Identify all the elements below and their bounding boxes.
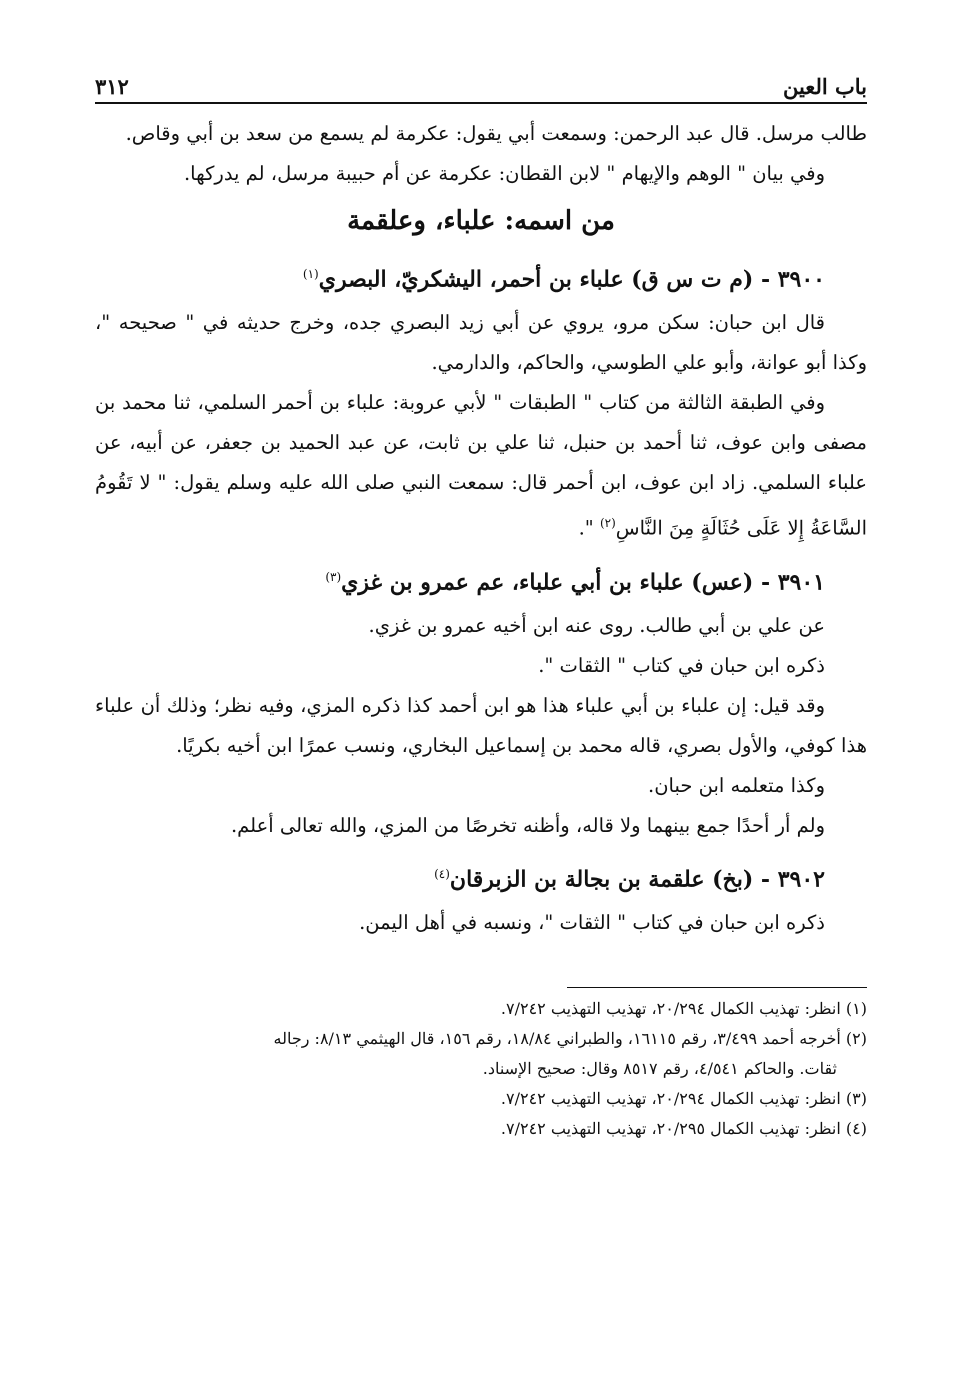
- page-number: ٣١٢: [95, 74, 129, 99]
- footnote-marker: (٤): [434, 867, 450, 882]
- entry-title: ٣٩٠٠ - (م ت س ق) علباء بن أحمر، اليشكريّ، البصري: [318, 266, 825, 293]
- paragraph-text-end: ".: [578, 516, 600, 540]
- paragraph: [95, 383, 867, 549]
- paragraph: وفي بيان " الوهم والإيهام " لابن القطان: عكرمة عن أم حبيبة مرسل، لم يدركها.: [183, 162, 825, 185]
- footnotes: [95, 994, 867, 1144]
- paragraph: ذكره ابن حبان في كتاب " الثقات "، ونسبه في أهل اليمن.: [359, 911, 825, 935]
- entry-heading-3900: [95, 250, 867, 303]
- book-page: [95, 62, 867, 1144]
- running-header: [95, 62, 867, 104]
- chapter-title: باب العين: [782, 74, 867, 99]
- main-text: [95, 114, 867, 943]
- paragraph-text: وفي الطبقة الثالثة من كتاب " الطبقات " لأبي عروبة: علباء بن أحمر السلمي، ثنا محمد بن مصفى وابن عوف، ثنا أحمد بن حنبل، ثنا علي بن ثابت، عن عبد الحميد بن جعفر، عن أبيه، عن علباء السلمي. زاد ابن عوف، ابن أحمر قال: سمعت النبي صلى الله عليه وسلم يقول: " لا تَقُومُ السَّاعَةُ إِلا عَلَى حُثَالَةٍ مِنَ النَّاسِ: [95, 391, 867, 540]
- paragraph: قال ابن حبان: سكن مرو، يروي عن أبي زيد البصري جده، وخرج حديثه في " صحيحه "، وكذا أبو عوانة، وأبو علي الطوسي، والحاكم، والدارمي.: [95, 311, 867, 375]
- entry-title: ٣٩٠١ - (عس) علباء بن أبي علباء، عم عمرو بن غزي: [341, 569, 825, 596]
- footnote-marker: (٢): [599, 516, 616, 531]
- paragraph: عن علي بن أبي طالب. روى عنه ابن أخيه عمرو بن غزي.: [368, 614, 825, 638]
- footnote-3: (٣) انظر: تهذيب الكمال ٢٠/٢٩٤، تهذيب التهذيب ٧/٢٤٢.: [500, 1089, 867, 1109]
- entry-heading-3901: [95, 553, 867, 606]
- footnote-2-continuation: ثقات. والحاكم ٤/٥٤١، رقم ٨٥١٧ وقال: صحيح الإسناد.: [482, 1059, 837, 1079]
- footnote-marker: (١): [302, 267, 319, 281]
- footnote-1: (١) انظر: تهذيب الكمال ٢٠/٢٩٤، تهذيب التهذيب ٧/٢٤٢.: [500, 999, 867, 1019]
- paragraph: ذكره ابن حبان في كتاب " الثقات ".: [538, 654, 825, 678]
- paragraph: طالب مرسل. قال عبد الرحمن: وسمعت أبي يقول: عكرمة لم يسمع من سعد بن أبي وقاص.: [125, 122, 867, 145]
- paragraph: وقد قيل: إن علباء بن أبي علباء هذا هو ابن أحمد كذا ذكره المزي، وفيه نظر؛ وذلك أن علباء هذا كوفي، والأول بصري، قاله محمد بن إسماعيل البخاري، ونسب عمرًا ابن أخيه بكريًا.: [95, 694, 867, 758]
- paragraph: ولم أر أحدًا جمع بينهما ولا قاله، وأظنه تخرصًا من المزي، والله تعالى أعلم.: [230, 814, 825, 838]
- footnote-divider: [567, 987, 867, 988]
- entry-heading-3902: [95, 850, 867, 903]
- paragraph: وكذا متعلمه ابن حبان.: [648, 774, 825, 798]
- section-heading: من اسمه: علباء، وعلقمة: [347, 206, 615, 236]
- footnote-2: (٢) أخرجه أحمد ٣/٤٩٩، رقم ١٦١١٥، والطبراني ١٨/٨٤، رقم ١٥٦، قال الهيثمي ٨/١٣: رجاله: [273, 1029, 867, 1049]
- footnote-4: (٤) انظر: تهذيب الكمال ٢٠/٢٩٥، تهذيب التهذيب ٧/٢٤٢.: [500, 1119, 867, 1139]
- entry-title: ٣٩٠٢ - (بخ) علقمة بن بجالة بن الزبرقان: [449, 866, 825, 893]
- footnote-marker: (٣): [325, 569, 342, 584]
